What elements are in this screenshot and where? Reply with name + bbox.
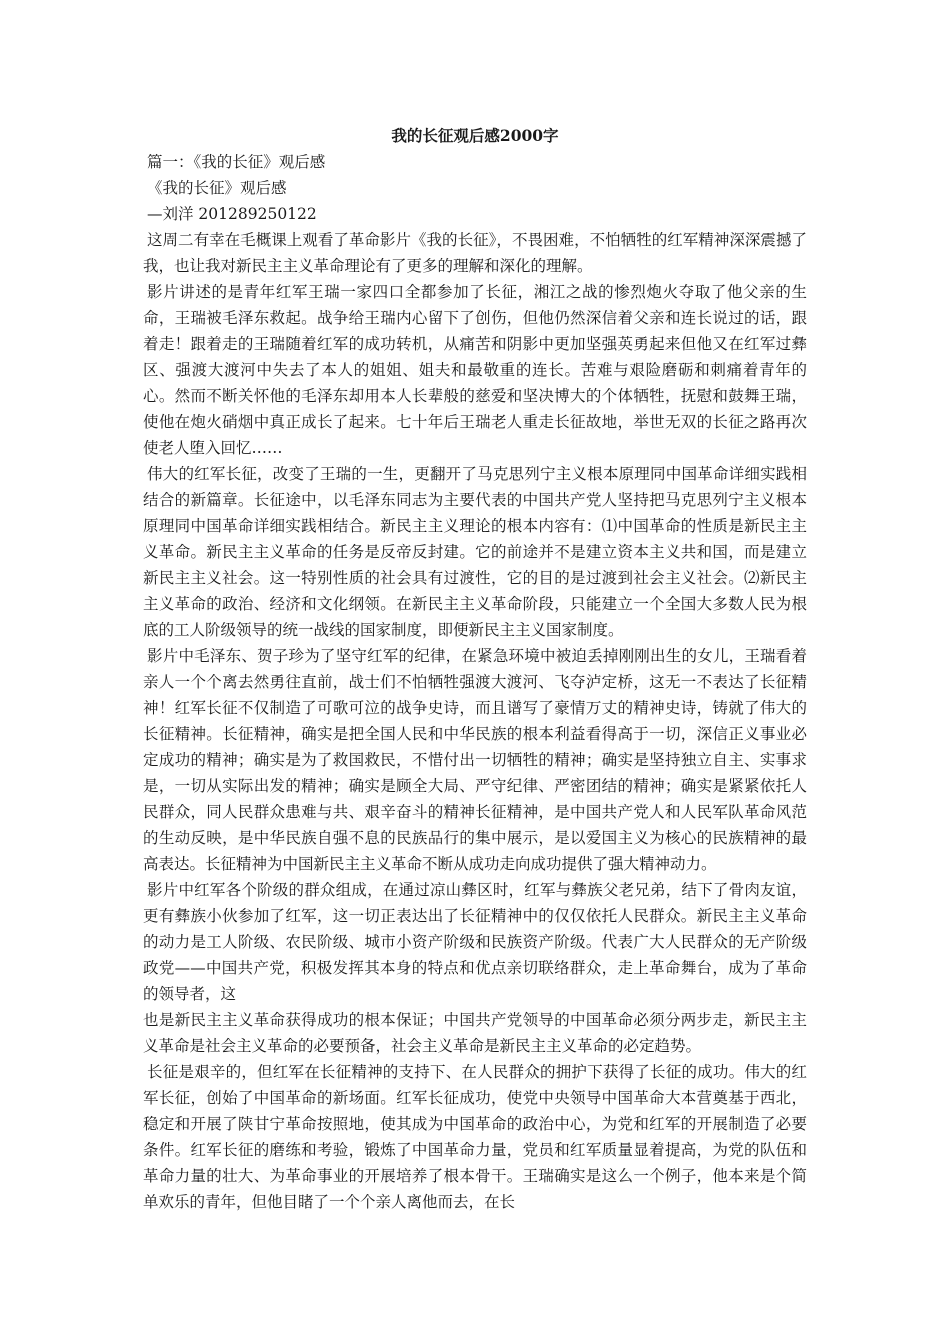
paragraph-plot: 影片讲述的是青年红军王瑞一家四口全都参加了长征，湘江之战的惨烈炮火夺取了他父亲的生命，王瑞被毛泽东救起。战争给王瑞内心留下了创伤，但他仍然深信着父亲和连长说过的话，跟着走！跟着走的王瑞随着红军的成功转机，从痛苦和阴影中更加坚强英勇起来但他又在红军过彝区、强渡大渡河中失去了本人的姐姐、姐夫和最敬重的连长。苦难与艰险磨砺和刺痛着青年的心。然而不断关怀他的毛泽东却用本人长辈般的慈爱和坚决博大的个体牺牲，抚慰和鼓舞王瑞，使他在炮火硝烟中真正成长了起来。七十年后王瑞老人重走长征故地，举世无双的长征之路再次使老人堕入回忆…… [143,283,807,457]
paragraph-intro: 这周二有幸在毛概课上观看了革命影片《我的长征》，不畏困难，不怕牺牲的红军精神深深震撼了我，也让我对新民主主义革命理论有了更多的理解和深化的理解。 [143,231,807,275]
paragraph-masses-continued: 也是新民主主义革命获得成功的根本保证；中国共产党领导的中国革命必须分两步走，新民主主义革命是社会主义革命的必要预备，社会主义革命是新民主主义革命的必定趋势。 [143,1011,807,1055]
paragraph-masses: 影片中红军各个阶级的群众组成，在通过凉山彝区时，红军与彝族父老兄弟，结下了骨肉友谊，更有彝族小伙参加了红军，这一切正表达出了长征精神中的仅仅依托人民群众。新民主主义革命的动力是工人阶级、农民阶级、城市小资产阶级和民族资产阶级。代表广大人民群众的无产阶级政党——中国共产党，积极发挥其本身的特点和优点亲切联络群众，走上革命舞台，成为了革命的领导者，这 [143,881,807,1003]
paragraph-spirit: 影片中毛泽东、贺子珍为了坚守红军的纪律，在紧急环境中被迫丢掉刚刚出生的女儿，王瑞看着亲人一个个离去然勇往直前，战士们不怕牺牲强渡大渡河、飞夺泸定桥，这无一不表达了长征精神！红军长征不仅制造了可歌可泣的战争史诗，而且谱写了豪情万丈的精神史诗，铸就了伟大的长征精神。长征精神，确实是把全国人民和中华民族的根本利益看得高于一切，深信正义事业必定成功的精神；确实是为了救国救民，不惜付出一切牺牲的精神；确实是坚持独立自主、实事求是，一切从实际出发的精神；确实是顾全大局、严守纪律、严密团结的精神；确实是紧紧依托人民群众，同人民群众患难与共、艰辛奋斗的精神长征精神，是中国共产党人和人民军队革命风范的生动反映，是中华民族自强不息的民族品行的集中展示，是以爱国主义为核心的民族精神的最高表达。长征精神为中国新民主主义革命不断从成功走向成功提供了强大精神动力。 [143,647,807,873]
document-body [143,149,807,1215]
document-title: 我的长征观后感2000字 [391,126,559,145]
paragraph-success: 长征是艰辛的，但红军在长征精神的支持下、在人民群众的拥护下获得了长征的成功。伟大的红军长征，创始了中国革命的新场面。红军长征成功，使党中央领导中国革命大本营奠基于西北，稳定和开展了陕甘宁革命按照地，使其成为中国革命的政治中心，为党和红军的开展制造了必要条件。红军长征的磨练和考验，锻炼了中国革命力量，党员和红军质量显着提高，为党的队伍和革命力量的壮大、为革命事业的开展培养了根本骨干。王瑞确实是这么一个例子，他本来是个简单欢乐的青年，但他目睹了一个个亲人离他而去，在长 [143,1063,807,1211]
film-title-line: 《我的长征》观后感 [147,179,287,197]
author-line: —刘洋 201289250122 [147,205,317,223]
paragraph-theory: 伟大的红军长征，改变了王瑞的一生，更翻开了马克思列宁主义根本原理同中国革命详细实践相结合的新篇章。长征途中，以毛泽东同志为主要代表的中国共产党人坚持把马克思列宁主义根本原理同中国革命详细实践相结合。新民主主义理论的根本内容有：⑴中国革命的性质是新民主主义革命。新民主主义革命的任务是反帝反封建。它的前途并不是建立资本主义共和国，而是建立新民主主义社会。这一特别性质的社会具有过渡性，它的目的是过渡到社会主义社会。⑵新民主主义革命的政治、经济和文化纲领。在新民主主义革命阶段，只能建立一个全国大多数人民为根底的工人阶级领导的统一战线的国家制度，即便新民主主义国家制度。 [143,465,807,639]
section-heading: 篇一：《我的长征》观后感 [147,153,326,171]
